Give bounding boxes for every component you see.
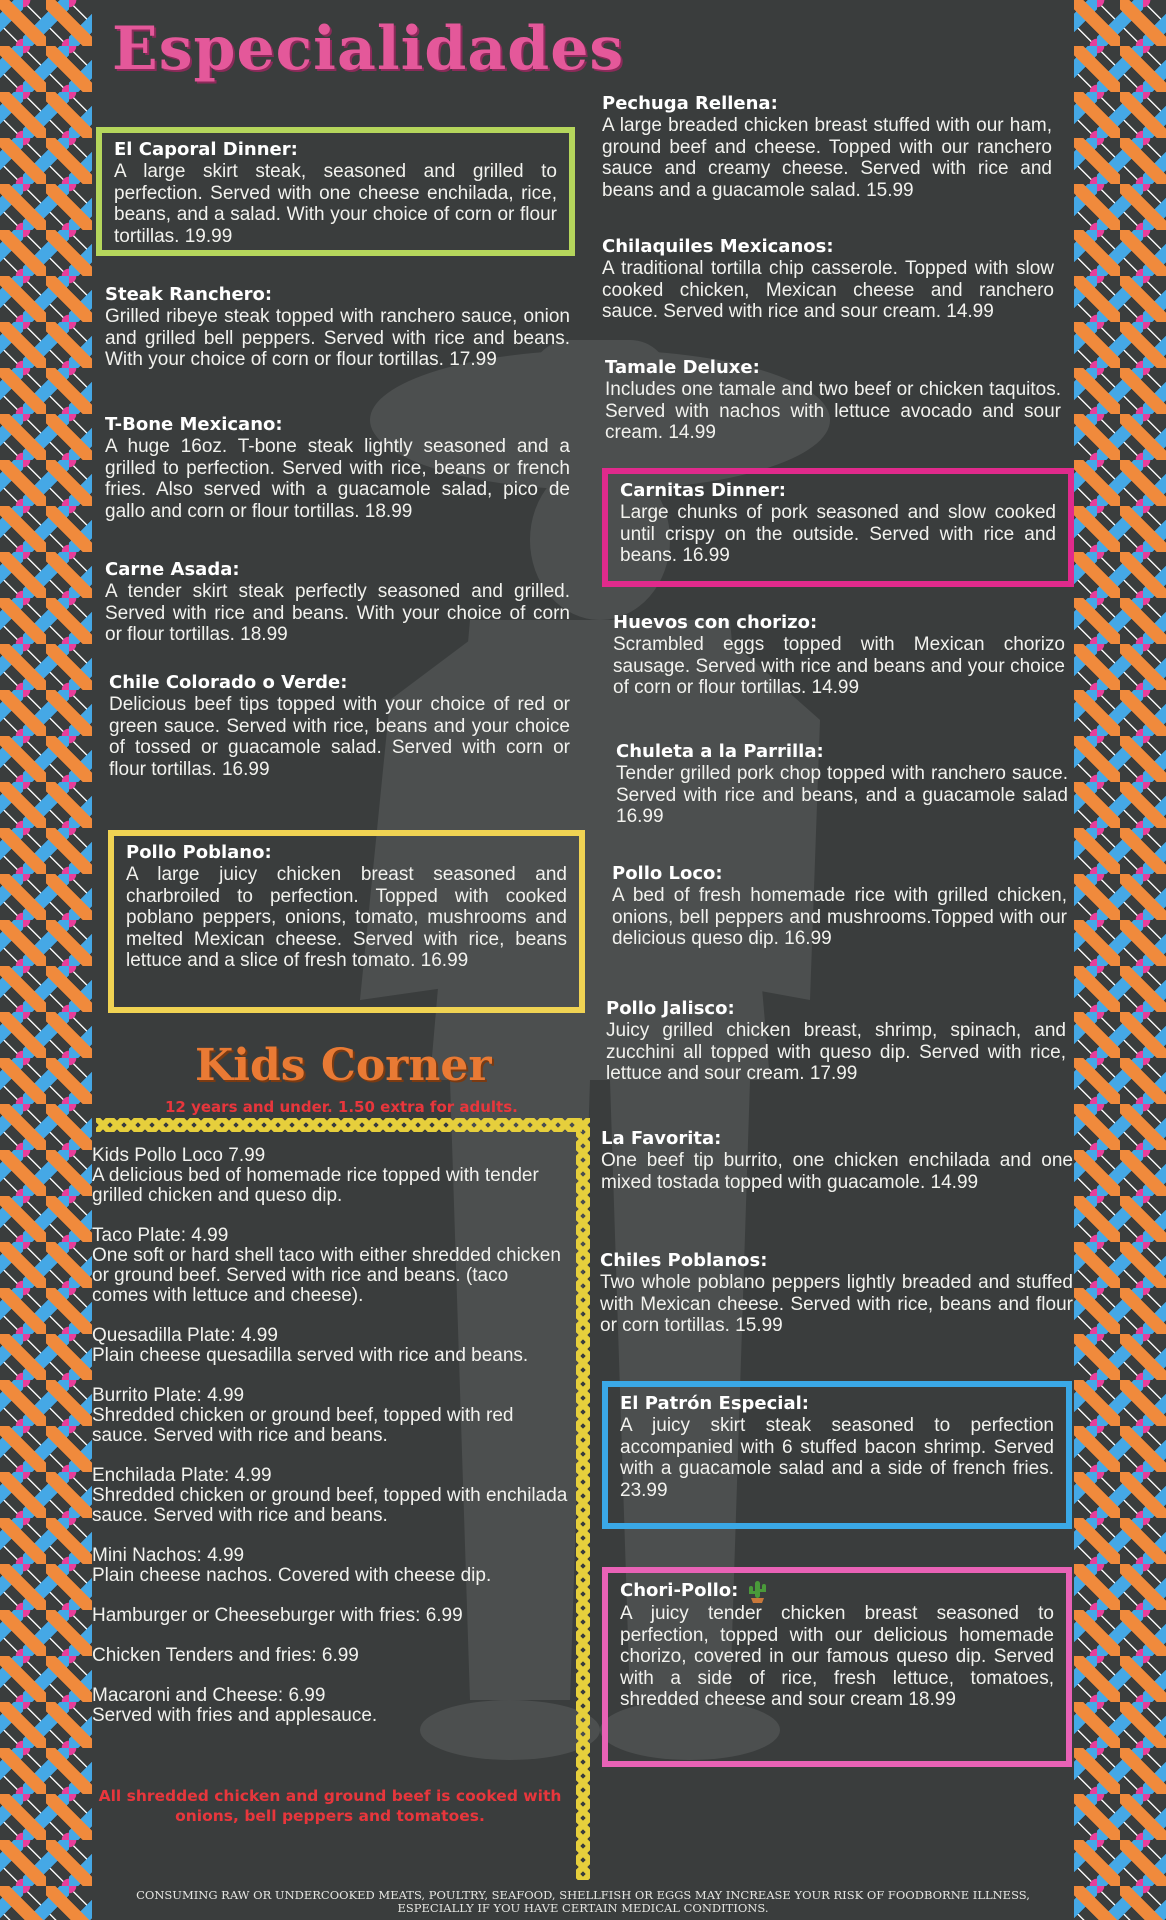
menu-item-el-caporal <box>96 127 575 256</box>
item-description: A large juicy chicken breast seasoned and charbroiled to perfection. Topped with cooked poblano peppers, onions, tomato, mushrooms and melted Mexican cheese. Served with rice, beans lettuce and a slice of fresh tomato. 16.99 <box>126 864 567 971</box>
item-description: A huge 16oz. T-bone steak lightly seasoned and a grilled to perfection. Served with rice, beans or french fries. Also served with a guacamole salad, pico de gallo and corn or flour tortillas. 18.99 <box>105 436 570 522</box>
kids-corner-subtitle: 12 years and under. 1.50 extra for adults. <box>165 1098 518 1116</box>
menu-item-chiles-poblanos <box>600 1250 1073 1337</box>
menu-item-chilaquiles <box>602 236 1054 323</box>
kids-item <box>92 1386 568 1446</box>
kids-preparation-note: All shredded chicken and ground beef is cooked with onions, bell peppers and tomatoes. <box>98 1787 562 1825</box>
kids-item <box>92 1146 568 1206</box>
kids-item-name: Quesadilla Plate: 4.99 <box>92 1325 278 1346</box>
kids-divider-horizontal <box>96 1118 582 1132</box>
item-description: A large skirt steak, seasoned and grilled to perfection. Served with one cheese enchilada, rice, beans, and a salad. With your choice of corn or flour tortillas. 19.99 <box>114 161 557 247</box>
kids-item-description: Served with fries and applesauce. <box>92 1705 378 1726</box>
kids-item <box>92 1326 568 1366</box>
decorative-border-right <box>1074 0 1166 1920</box>
item-name: Chuleta a la Parrilla: <box>616 741 824 762</box>
item-description: A juicy tender chicken breast seasoned to perfection, topped with our delicious homemade chorizo, covered in our famous queso dip. Served with a side of rice, fresh lettuce, tomatoes, shredded cheese and sour cream 18.99 <box>620 1603 1054 1710</box>
menu-item-carnitas-dinner <box>602 468 1074 587</box>
item-name: Steak Ranchero: <box>105 284 273 305</box>
disclaimer-line-2: ESPECIALLY IF YOU HAVE CERTAIN MEDICAL CONDITIONS. <box>397 1901 769 1915</box>
item-description: Includes one tamale and two beef or chicken taquitos. Served with nachos with lettuce avocado and sour cream. 14.99 <box>605 379 1061 443</box>
item-description: A bed of fresh homemade rice with grilled chicken, onions, bell peppers and mushrooms.Topped with our delicious queso dip. 16.99 <box>612 885 1067 949</box>
kids-item-description: Shredded chicken or ground beef, topped with red sauce. Served with rice and beans. <box>92 1405 514 1446</box>
kids-item-name: Chicken Tenders and fries: 6.99 <box>92 1645 359 1666</box>
kids-divider-vertical <box>576 1118 590 1880</box>
item-name: Carnitas Dinner: <box>620 480 786 501</box>
menu-item-pechuga-rellena <box>602 93 1052 201</box>
kids-item-name: Enchilada Plate: 4.99 <box>92 1465 272 1486</box>
item-description: Grilled ribeye steak topped with ranchero sauce, onion and grilled bell peppers. Served with rice and beans. With your choice of corn or flour tortillas. 17.99 <box>105 306 570 370</box>
item-description: Juicy grilled chicken breast, shrimp, spinach, and zucchini all topped with queso dip. Served with rice, lettuce and sour cream. 17.99 <box>606 1020 1066 1084</box>
item-description: A traditional tortilla chip casserole. Topped with slow cooked chicken, Mexican cheese and ranchero sauce. Served with rice and sour cream. 14.99 <box>602 258 1054 322</box>
item-description: Delicious beef tips topped with your choice of red or green sauce. Served with rice, beans and your choice of tossed or guacamole salad. Served with corn or flour tortillas. 16.99 <box>109 694 570 780</box>
item-name: El Caporal Dinner: <box>114 139 298 160</box>
item-description: A juicy skirt steak seasoned to perfection accompanied with 6 stuffed bacon shrimp. Served with a guacamole salad and a side of french fries. 23.99 <box>620 1415 1054 1501</box>
food-safety-disclaimer <box>120 1889 1046 1915</box>
item-name: Huevos con chorizo: <box>613 612 818 633</box>
kids-item <box>92 1606 568 1626</box>
kids-item-name: Mini Nachos: 4.99 <box>92 1545 245 1566</box>
kids-item-name: Kids Pollo Loco 7.99 <box>92 1145 266 1166</box>
item-description: A tender skirt steak perfectly seasoned and grilled. Served with rice and beans. With your choice of corn or flour tortillas. 18.99 <box>105 581 570 645</box>
kids-corner-title: Kids Corner <box>195 1040 492 1091</box>
item-description: Scrambled eggs topped with Mexican chorizo sausage. Served with rice and beans and your choice of corn or flour tortillas. 14.99 <box>613 634 1065 698</box>
disclaimer-line-1: CONSUMING RAW OR UNDERCOOKED MEATS, POULTRY, SEAFOOD, SHELLFISH OR EGGS MAY INCREASE YOUR RISK OF FOODBORNE ILLNESS, <box>136 1888 1030 1902</box>
item-name-text: Chori-Pollo: <box>620 1580 739 1601</box>
kids-item-description: Shredded chicken or ground beef, topped with enchilada sauce. Served with rice and beans. <box>92 1485 568 1526</box>
kids-item-description: Plain cheese quesadilla served with rice and beans. <box>92 1345 529 1366</box>
kids-item <box>92 1466 568 1526</box>
decorative-border-left <box>0 0 92 1920</box>
item-description: Large chunks of pork seasoned and slow cooked until crispy on the outside. Served with rice and beans. 16.99 <box>620 502 1056 566</box>
kids-item-name: Macaroni and Cheese: 6.99 <box>92 1685 326 1706</box>
kids-item-description: Plain cheese nachos. Covered with cheese dip. <box>92 1565 492 1586</box>
kids-item-description: One soft or hard shell taco with either shredded chicken or ground beef. Served with rice and beans. (taco comes with lettuce and cheese). <box>92 1245 561 1306</box>
item-name: La Favorita: <box>601 1128 722 1149</box>
menu-item-chori-pollo <box>602 1567 1072 1767</box>
item-description: Tender grilled pork chop topped with ranchero sauce. Served with rice and beans, and a guacamole salad 16.99 <box>616 763 1068 827</box>
item-name: Pollo Jalisco: <box>606 998 735 1019</box>
item-name: T-Bone Mexicano: <box>105 414 283 435</box>
item-name: Pechuga Rellena: <box>602 93 778 114</box>
kids-item <box>92 1686 568 1726</box>
item-name: Pollo Loco: <box>612 863 723 884</box>
menu-item-t-bone <box>105 414 570 522</box>
kids-item <box>92 1546 568 1586</box>
menu-item-pollo-loco <box>612 863 1067 950</box>
kids-item <box>92 1226 568 1306</box>
page-title: Especialidades <box>112 14 625 84</box>
kids-item <box>92 1646 568 1666</box>
item-name: Tamale Deluxe: <box>605 357 760 378</box>
menu-item-pollo-jalisco <box>606 998 1066 1085</box>
kids-item-description: A delicious bed of homemade rice topped with tender grilled chicken and queso dip. <box>92 1165 539 1206</box>
kids-item-name: Hamburger or Cheeseburger with fries: 6.99 <box>92 1605 463 1626</box>
menu-item-steak-ranchero <box>105 284 570 371</box>
menu-item-tamale-deluxe <box>605 357 1061 444</box>
item-name <box>620 1579 1054 1603</box>
item-name: Chile Colorado o Verde: <box>109 672 348 693</box>
kids-item-name: Taco Plate: 4.99 <box>92 1225 229 1246</box>
item-description: One beef tip burrito, one chicken enchilada and one mixed tostada topped with guacamole. 14.99 <box>601 1150 1073 1193</box>
menu-item-chile-colorado <box>109 672 570 780</box>
cactus-icon <box>745 1579 769 1603</box>
item-name: El Patrón Especial: <box>620 1393 809 1414</box>
menu-item-carne-asada <box>105 559 570 646</box>
menu-item-chuleta <box>616 741 1068 828</box>
kids-menu-list <box>92 1146 568 1746</box>
menu-item-huevos-con-chorizo <box>613 612 1065 699</box>
menu-item-el-patron-especial <box>602 1381 1072 1529</box>
item-name: Pollo Poblano: <box>126 842 272 863</box>
kids-item-name: Burrito Plate: 4.99 <box>92 1385 245 1406</box>
item-description: A large breaded chicken breast stuffed with our ham, ground beef and cheese. Topped with our ranchero sauce and creamy cheese. Served with rice and beans and a guacamole salad. 15.99 <box>602 115 1052 201</box>
item-name: Chilaquiles Mexicanos: <box>602 236 834 257</box>
menu-item-pollo-poblano <box>108 830 585 1013</box>
item-description: Two whole poblano peppers lightly breaded and stuffed with Mexican cheese. Served with rice, beans and flour or corn tortillas. 15.99 <box>600 1272 1073 1336</box>
item-name: Carne Asada: <box>105 559 240 580</box>
menu-item-la-favorita <box>601 1128 1073 1193</box>
item-name: Chiles Poblanos: <box>600 1250 768 1271</box>
